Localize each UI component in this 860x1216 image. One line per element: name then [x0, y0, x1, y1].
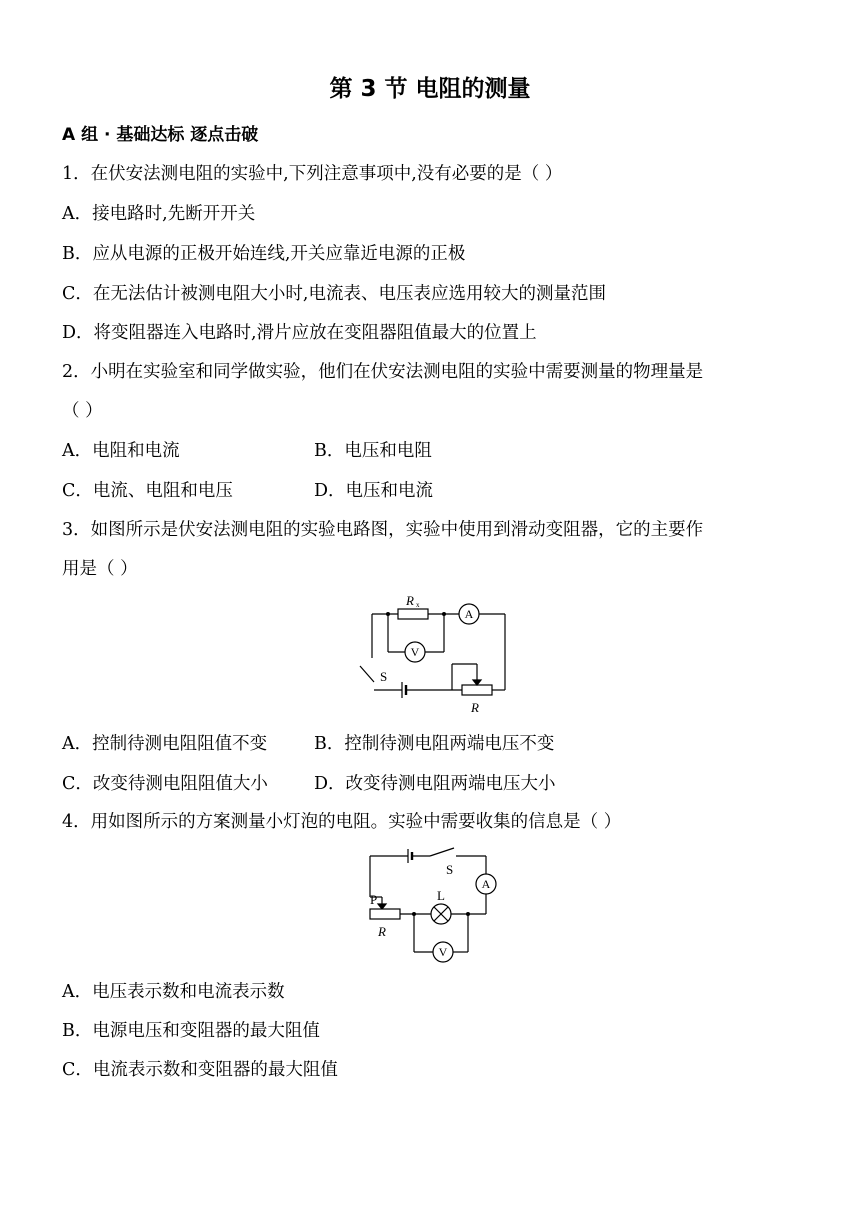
q4-switch-label: S	[446, 862, 454, 877]
q2-stem-line2: （ ）	[62, 401, 103, 421]
q1-stem: 1．在伏安法测电阻的实验中,下列注意事项中,没有必要的是（ ）	[62, 164, 563, 184]
q3-option-b: B．控制待测电阻两端电压不变	[314, 734, 555, 754]
q4-option-b: B．电源电压和变阻器的最大阻值	[62, 1021, 320, 1041]
q2-option-c: C．电流、电阻和电压	[62, 481, 233, 501]
q3-option-c: C．改变待测电阻阻值大小	[62, 774, 268, 794]
q3-stem-line1: 3．如图所示是伏安法测电阻的实验电路图，实验中使用到滑动变阻器，它的主要作	[62, 520, 704, 540]
q2-option-b: B．电压和电阻	[314, 441, 432, 461]
page-title: 第 3 节 电阻的测量	[329, 76, 531, 102]
q3-circuit-diagram	[340, 586, 530, 718]
q3-switch-label: S	[380, 669, 388, 684]
q4-voltmeter-label: V	[438, 945, 448, 959]
q3-option-d: D．改变待测电阻两端电压大小	[314, 774, 556, 794]
q1-option-a: A．接电路时,先断开开关	[62, 204, 256, 224]
q3-option-a: A．控制待测电阻阻值不变	[62, 734, 268, 754]
q1-option-d: D．将变阻器连入电路时,滑片应放在变阻器阻值最大的位置上	[62, 323, 537, 343]
q4-stem: 4．用如图所示的方案测量小灯泡的电阻。实验中需要收集的信息是（ ）	[62, 812, 622, 832]
q4-rheostat-label: R	[378, 924, 386, 939]
q4-circuit-diagram	[358, 842, 508, 966]
q2-stem-line1: 2．小明在实验室和同学做实验，他们在伏安法测电阻的实验中需要测量的物理量是	[62, 362, 704, 382]
q3-resistor-subscript: x	[416, 601, 420, 609]
q2-option-a: A．电阻和电流	[62, 441, 180, 461]
q3-voltmeter-label: V	[410, 645, 420, 659]
section-heading: A 组 · 基础达标 逐点击破	[62, 125, 259, 145]
q3-stem-line2: 用是（ ）	[62, 559, 138, 579]
q4-ammeter-label: A	[481, 877, 491, 891]
q4-option-c: C．电流表示数和变阻器的最大阻值	[62, 1060, 338, 1080]
q1-option-b: B．应从电源的正极开始连线,开关应靠近电源的正极	[62, 244, 466, 264]
q4-option-a: A．电压表示数和电流表示数	[62, 982, 285, 1002]
q3-resistor-label: R	[406, 593, 414, 608]
q4-slider-label: P	[370, 892, 378, 907]
q3-ammeter-label: A	[464, 607, 474, 621]
q4-lamp-label: L	[437, 888, 445, 903]
q2-option-d: D．电压和电流	[314, 481, 434, 501]
q3-rheostat-label: R	[471, 700, 479, 715]
q1-option-c: C．在无法估计被测电阻大小时,电流表、电压表应选用较大的测量范围	[62, 284, 606, 304]
